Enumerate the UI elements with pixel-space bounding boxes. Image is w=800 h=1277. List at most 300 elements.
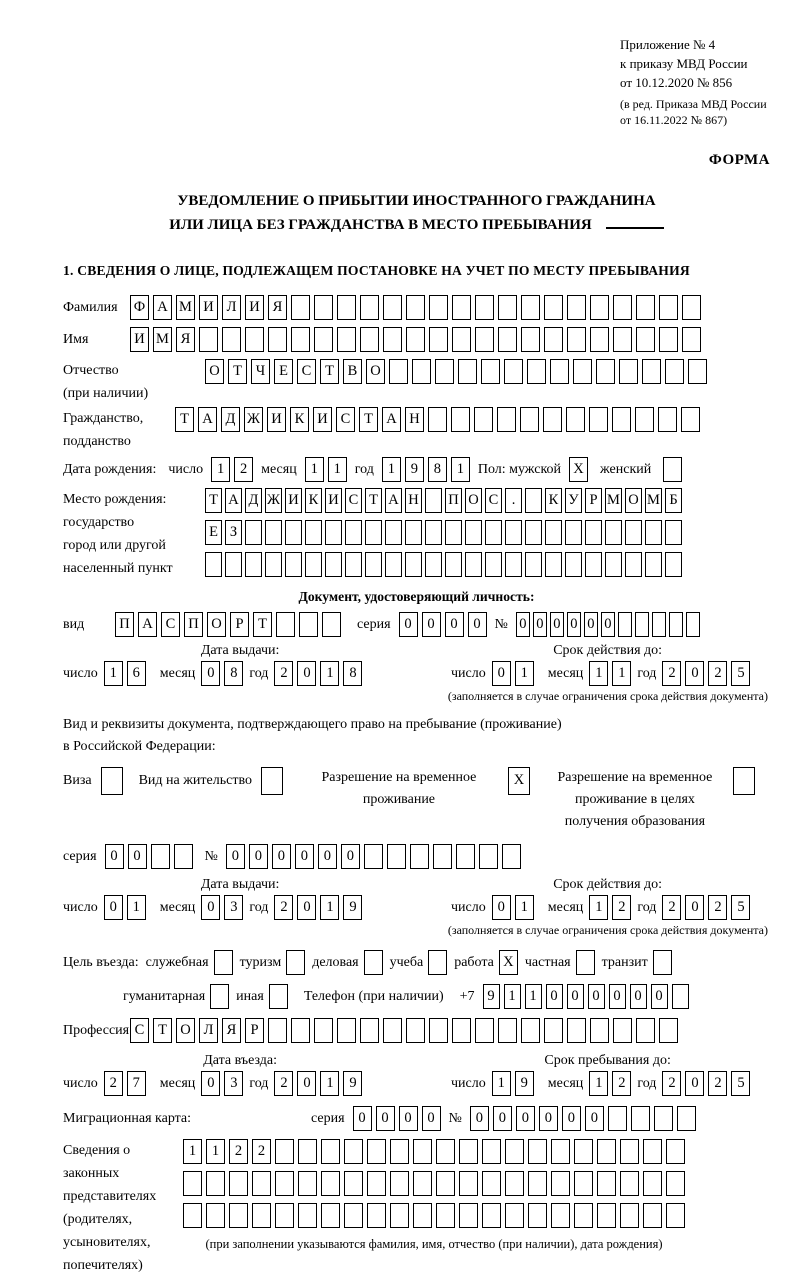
legal-reps-boxes-row3[interactable] [183, 1203, 685, 1228]
char-box[interactable]: 0 [550, 612, 564, 637]
char-box[interactable] [405, 552, 422, 577]
char-box[interactable]: 0 [201, 661, 220, 686]
char-box[interactable]: Ф [130, 295, 149, 320]
entry-day-boxes[interactable] [104, 1071, 146, 1096]
sex-male-checkbox[interactable] [569, 457, 588, 482]
char-box[interactable]: 9 [483, 984, 500, 1009]
char-box[interactable]: 2 [229, 1139, 248, 1164]
char-box[interactable] [390, 1139, 409, 1164]
char-box[interactable] [385, 520, 402, 545]
char-box[interactable] [183, 1171, 202, 1196]
char-box[interactable]: 9 [343, 895, 362, 920]
char-box[interactable] [229, 1203, 248, 1228]
char-box[interactable] [387, 844, 406, 869]
char-box[interactable] [298, 1139, 317, 1164]
char-box[interactable] [360, 327, 379, 352]
char-box[interactable] [275, 1171, 294, 1196]
char-box[interactable] [654, 1106, 673, 1131]
char-box[interactable] [620, 1139, 639, 1164]
doc-issue-year-boxes[interactable] [274, 661, 362, 686]
char-box[interactable] [590, 327, 609, 352]
char-box[interactable]: 2 [612, 1071, 631, 1096]
char-box[interactable] [543, 407, 562, 432]
char-box[interactable] [482, 1139, 501, 1164]
char-box[interactable] [305, 520, 322, 545]
purpose-other-checkbox[interactable] [269, 984, 288, 1009]
char-box[interactable] [551, 1139, 570, 1164]
char-box[interactable] [406, 1018, 425, 1043]
char-box[interactable]: Р [245, 1018, 264, 1043]
char-box[interactable]: 0 [353, 1106, 372, 1131]
char-box[interactable] [528, 1203, 547, 1228]
char-box[interactable]: А [382, 407, 401, 432]
char-box[interactable]: Т [205, 488, 222, 513]
birth-year-boxes[interactable] [382, 457, 470, 482]
char-box[interactable]: 0 [376, 1106, 395, 1131]
char-box[interactable] [544, 327, 563, 352]
char-box[interactable]: С [345, 488, 362, 513]
entry-year-boxes[interactable] [274, 1071, 362, 1096]
char-box[interactable] [459, 1203, 478, 1228]
char-box[interactable] [620, 1171, 639, 1196]
char-box[interactable] [425, 520, 442, 545]
char-box[interactable]: 8 [428, 457, 447, 482]
char-box[interactable] [456, 844, 475, 869]
char-box[interactable] [597, 1203, 616, 1228]
char-box[interactable]: 0 [651, 984, 668, 1009]
char-box[interactable]: П [445, 488, 462, 513]
char-box[interactable] [389, 359, 408, 384]
char-box[interactable] [504, 359, 523, 384]
purpose-private-checkbox[interactable] [576, 950, 595, 975]
char-box[interactable]: X [508, 767, 530, 795]
char-box[interactable] [551, 1203, 570, 1228]
char-box[interactable] [206, 1171, 225, 1196]
char-box[interactable] [612, 407, 631, 432]
char-box[interactable] [265, 520, 282, 545]
char-box[interactable]: Н [405, 488, 422, 513]
char-box[interactable] [481, 359, 500, 384]
char-box[interactable]: К [290, 407, 309, 432]
char-box[interactable]: 2 [274, 895, 293, 920]
char-box[interactable]: 0 [105, 844, 124, 869]
char-box[interactable] [345, 520, 362, 545]
char-box[interactable]: Т [175, 407, 194, 432]
char-box[interactable]: 0 [533, 612, 547, 637]
char-box[interactable] [390, 1171, 409, 1196]
char-box[interactable]: 0 [318, 844, 337, 869]
char-box[interactable]: 0 [295, 844, 314, 869]
char-box[interactable] [625, 552, 642, 577]
char-box[interactable]: 2 [612, 895, 631, 920]
char-box[interactable] [686, 612, 700, 637]
char-box[interactable]: 0 [492, 661, 511, 686]
char-box[interactable]: 0 [492, 895, 511, 920]
char-box[interactable]: К [305, 488, 322, 513]
char-box[interactable] [452, 1018, 471, 1043]
char-box[interactable]: 1 [320, 661, 339, 686]
char-box[interactable]: А [225, 488, 242, 513]
char-box[interactable]: 2 [708, 895, 727, 920]
patronymic-boxes[interactable] [205, 359, 707, 384]
char-box[interactable]: 0 [588, 984, 605, 1009]
char-box[interactable] [314, 327, 333, 352]
char-box[interactable] [479, 844, 498, 869]
char-box[interactable]: Я [222, 1018, 241, 1043]
char-box[interactable] [475, 295, 494, 320]
char-box[interactable]: В [343, 359, 362, 384]
char-box[interactable] [413, 1203, 432, 1228]
char-box[interactable]: 0 [567, 984, 584, 1009]
char-box[interactable]: 0 [399, 1106, 418, 1131]
purpose-tourism-checkbox[interactable] [286, 950, 305, 975]
char-box[interactable] [528, 1171, 547, 1196]
char-box[interactable] [498, 295, 517, 320]
char-box[interactable]: 0 [546, 984, 563, 1009]
char-box[interactable] [291, 327, 310, 352]
char-box[interactable] [285, 552, 302, 577]
char-box[interactable] [383, 327, 402, 352]
char-box[interactable]: 0 [562, 1106, 581, 1131]
permit-issue-year-boxes[interactable] [274, 895, 362, 920]
char-box[interactable] [608, 1106, 627, 1131]
education-residence-checkbox[interactable] [733, 767, 755, 795]
char-box[interactable]: 2 [274, 661, 293, 686]
char-box[interactable]: Я [176, 327, 195, 352]
doc-kind-boxes[interactable] [115, 612, 341, 637]
char-box[interactable] [325, 552, 342, 577]
stay-day-boxes[interactable] [492, 1071, 534, 1096]
char-box[interactable] [367, 1171, 386, 1196]
char-box[interactable] [652, 612, 666, 637]
title-blank-line[interactable] [606, 225, 664, 229]
surname-boxes[interactable] [130, 295, 701, 320]
char-box[interactable] [364, 950, 383, 975]
char-box[interactable]: 1 [589, 661, 608, 686]
char-box[interactable] [631, 1106, 650, 1131]
char-box[interactable] [502, 844, 521, 869]
char-box[interactable]: 0 [128, 844, 147, 869]
char-box[interactable]: И [130, 327, 149, 352]
char-box[interactable]: 1 [382, 457, 401, 482]
char-box[interactable] [545, 552, 562, 577]
char-box[interactable]: 1 [504, 984, 521, 1009]
char-box[interactable] [525, 520, 542, 545]
entry-month-boxes[interactable] [201, 1071, 243, 1096]
char-box[interactable]: 1 [104, 661, 123, 686]
char-box[interactable] [520, 407, 539, 432]
birth-month-boxes[interactable] [305, 457, 347, 482]
char-box[interactable] [367, 1139, 386, 1164]
char-box[interactable] [205, 552, 222, 577]
char-box[interactable] [436, 1171, 455, 1196]
char-box[interactable]: 7 [127, 1071, 146, 1096]
char-box[interactable] [505, 552, 522, 577]
char-box[interactable]: К [545, 488, 562, 513]
char-box[interactable] [412, 359, 431, 384]
char-box[interactable]: 1 [206, 1139, 225, 1164]
char-box[interactable] [665, 359, 684, 384]
char-box[interactable] [574, 1139, 593, 1164]
char-box[interactable]: 2 [104, 1071, 123, 1096]
char-box[interactable] [613, 295, 632, 320]
char-box[interactable] [360, 1018, 379, 1043]
permit-valid-year-boxes[interactable] [662, 895, 750, 920]
char-box[interactable]: Т [320, 359, 339, 384]
char-box[interactable] [618, 612, 632, 637]
char-box[interactable] [505, 1203, 524, 1228]
char-box[interactable] [322, 612, 341, 637]
char-box[interactable]: 0 [422, 1106, 441, 1131]
char-box[interactable]: И [325, 488, 342, 513]
char-box[interactable] [452, 295, 471, 320]
char-box[interactable] [364, 844, 383, 869]
char-box[interactable] [550, 359, 569, 384]
char-box[interactable]: О [625, 488, 642, 513]
char-box[interactable] [590, 1018, 609, 1043]
char-box[interactable] [485, 552, 502, 577]
char-box[interactable] [574, 1203, 593, 1228]
char-box[interactable] [625, 520, 642, 545]
char-box[interactable] [635, 612, 649, 637]
char-box[interactable] [206, 1203, 225, 1228]
char-box[interactable]: 0 [297, 1071, 316, 1096]
char-box[interactable]: Б [665, 488, 682, 513]
char-box[interactable]: 1 [211, 457, 230, 482]
visa-checkbox[interactable] [101, 767, 123, 795]
legal-reps-boxes-row2[interactable] [183, 1171, 685, 1196]
char-box[interactable]: 2 [708, 1071, 727, 1096]
char-box[interactable]: 5 [731, 661, 750, 686]
char-box[interactable] [505, 1139, 524, 1164]
char-box[interactable] [688, 359, 707, 384]
citizenship-boxes[interactable] [175, 407, 700, 432]
char-box[interactable] [183, 1203, 202, 1228]
char-box[interactable] [619, 359, 638, 384]
char-box[interactable] [291, 295, 310, 320]
char-box[interactable] [666, 1171, 685, 1196]
char-box[interactable] [410, 844, 429, 869]
birth-place-boxes-row1[interactable] [205, 488, 682, 513]
char-box[interactable] [665, 520, 682, 545]
char-box[interactable] [544, 295, 563, 320]
stay-month-boxes[interactable] [589, 1071, 631, 1096]
char-box[interactable] [525, 552, 542, 577]
purpose-official-checkbox[interactable] [214, 950, 233, 975]
char-box[interactable] [321, 1203, 340, 1228]
temporary-residence-checkbox[interactable] [508, 767, 530, 795]
char-box[interactable] [565, 520, 582, 545]
char-box[interactable] [321, 1171, 340, 1196]
char-box[interactable]: Е [274, 359, 293, 384]
permit-valid-day-boxes[interactable] [492, 895, 534, 920]
char-box[interactable]: 0 [601, 612, 615, 637]
char-box[interactable]: 1 [515, 895, 534, 920]
char-box[interactable]: О [465, 488, 482, 513]
char-box[interactable]: С [297, 359, 316, 384]
char-box[interactable]: С [485, 488, 502, 513]
char-box[interactable] [276, 612, 295, 637]
char-box[interactable] [521, 295, 540, 320]
char-box[interactable] [345, 552, 362, 577]
char-box[interactable]: 1 [451, 457, 470, 482]
char-box[interactable]: 0 [104, 895, 123, 920]
char-box[interactable]: 0 [685, 661, 704, 686]
char-box[interactable] [425, 552, 442, 577]
doc-valid-year-boxes[interactable] [662, 661, 750, 686]
char-box[interactable]: Я [268, 295, 287, 320]
char-box[interactable]: 1 [127, 895, 146, 920]
char-box[interactable] [286, 950, 305, 975]
char-box[interactable] [528, 1139, 547, 1164]
char-box[interactable] [429, 1018, 448, 1043]
permit-number-boxes[interactable] [226, 844, 521, 869]
char-box[interactable] [314, 1018, 333, 1043]
char-box[interactable] [620, 1203, 639, 1228]
char-box[interactable] [405, 520, 422, 545]
char-box[interactable]: Н [405, 407, 424, 432]
char-box[interactable] [365, 520, 382, 545]
permit-series-boxes[interactable] [105, 844, 193, 869]
char-box[interactable] [527, 359, 546, 384]
char-box[interactable] [585, 552, 602, 577]
char-box[interactable] [733, 767, 755, 795]
char-box[interactable] [268, 1018, 287, 1043]
char-box[interactable]: 0 [539, 1106, 558, 1131]
char-box[interactable] [636, 1018, 655, 1043]
char-box[interactable]: Л [222, 295, 241, 320]
char-box[interactable]: Ж [244, 407, 263, 432]
char-box[interactable] [521, 327, 540, 352]
char-box[interactable]: 0 [609, 984, 626, 1009]
char-box[interactable]: 2 [274, 1071, 293, 1096]
char-box[interactable]: И [267, 407, 286, 432]
char-box[interactable] [445, 552, 462, 577]
char-box[interactable] [245, 552, 262, 577]
char-box[interactable]: О [366, 359, 385, 384]
char-box[interactable] [459, 1139, 478, 1164]
purpose-business-checkbox[interactable] [364, 950, 383, 975]
permit-valid-month-boxes[interactable] [589, 895, 631, 920]
char-box[interactable] [474, 407, 493, 432]
char-box[interactable]: 9 [515, 1071, 534, 1096]
char-box[interactable] [305, 552, 322, 577]
char-box[interactable]: О [207, 612, 226, 637]
char-box[interactable]: А [138, 612, 157, 637]
char-box[interactable]: 0 [249, 844, 268, 869]
char-box[interactable]: Е [205, 520, 222, 545]
profession-boxes[interactable] [130, 1018, 678, 1043]
char-box[interactable]: М [645, 488, 662, 513]
char-box[interactable]: Т [365, 488, 382, 513]
char-box[interactable] [681, 407, 700, 432]
char-box[interactable]: 0 [445, 612, 464, 637]
char-box[interactable] [613, 327, 632, 352]
char-box[interactable] [429, 295, 448, 320]
char-box[interactable]: Д [221, 407, 240, 432]
char-box[interactable] [199, 327, 218, 352]
char-box[interactable] [544, 1018, 563, 1043]
char-box[interactable] [275, 1139, 294, 1164]
char-box[interactable] [344, 1203, 363, 1228]
char-box[interactable] [465, 520, 482, 545]
char-box[interactable] [436, 1139, 455, 1164]
stay-year-boxes[interactable] [662, 1071, 750, 1096]
char-box[interactable]: 0 [470, 1106, 489, 1131]
char-box[interactable]: 0 [468, 612, 487, 637]
char-box[interactable] [436, 1203, 455, 1228]
char-box[interactable]: 1 [589, 1071, 608, 1096]
char-box[interactable]: А [153, 295, 172, 320]
char-box[interactable] [174, 844, 193, 869]
char-box[interactable]: Ж [265, 488, 282, 513]
char-box[interactable]: 1 [492, 1071, 511, 1096]
char-box[interactable]: X [499, 950, 518, 975]
birth-place-boxes-row3[interactable] [205, 552, 682, 577]
char-box[interactable] [252, 1203, 271, 1228]
char-box[interactable] [337, 327, 356, 352]
char-box[interactable]: Т [228, 359, 247, 384]
char-box[interactable] [666, 1139, 685, 1164]
char-box[interactable]: С [336, 407, 355, 432]
char-box[interactable] [505, 520, 522, 545]
char-box[interactable]: 0 [226, 844, 245, 869]
char-box[interactable] [298, 1171, 317, 1196]
char-box[interactable]: . [505, 488, 522, 513]
char-box[interactable] [589, 407, 608, 432]
char-box[interactable] [576, 950, 595, 975]
char-box[interactable] [669, 612, 683, 637]
char-box[interactable] [585, 520, 602, 545]
char-box[interactable] [573, 359, 592, 384]
char-box[interactable]: 3 [224, 1071, 243, 1096]
char-box[interactable] [367, 1203, 386, 1228]
char-box[interactable]: О [176, 1018, 195, 1043]
char-box[interactable] [659, 327, 678, 352]
char-box[interactable] [682, 295, 701, 320]
char-box[interactable] [325, 520, 342, 545]
char-box[interactable] [268, 327, 287, 352]
char-box[interactable] [645, 520, 662, 545]
char-box[interactable]: 8 [343, 661, 362, 686]
char-box[interactable] [245, 327, 264, 352]
char-box[interactable] [101, 767, 123, 795]
char-box[interactable]: 2 [234, 457, 253, 482]
char-box[interactable] [265, 552, 282, 577]
char-box[interactable]: 9 [405, 457, 424, 482]
char-box[interactable]: 2 [662, 895, 681, 920]
char-box[interactable] [665, 552, 682, 577]
migration-series-boxes[interactable] [353, 1106, 441, 1131]
char-box[interactable] [590, 295, 609, 320]
char-box[interactable]: С [161, 612, 180, 637]
char-box[interactable]: 1 [328, 457, 347, 482]
char-box[interactable]: 5 [731, 1071, 750, 1096]
char-box[interactable] [659, 295, 678, 320]
char-box[interactable] [337, 1018, 356, 1043]
char-box[interactable] [567, 327, 586, 352]
purpose-transit-checkbox[interactable] [653, 950, 672, 975]
char-box[interactable] [360, 295, 379, 320]
char-box[interactable]: О [205, 359, 224, 384]
char-box[interactable]: 0 [584, 612, 598, 637]
char-box[interactable] [574, 1171, 593, 1196]
char-box[interactable]: 0 [399, 612, 418, 637]
char-box[interactable] [475, 327, 494, 352]
char-box[interactable] [482, 1203, 501, 1228]
migration-number-boxes[interactable] [470, 1106, 696, 1131]
char-box[interactable] [344, 1171, 363, 1196]
